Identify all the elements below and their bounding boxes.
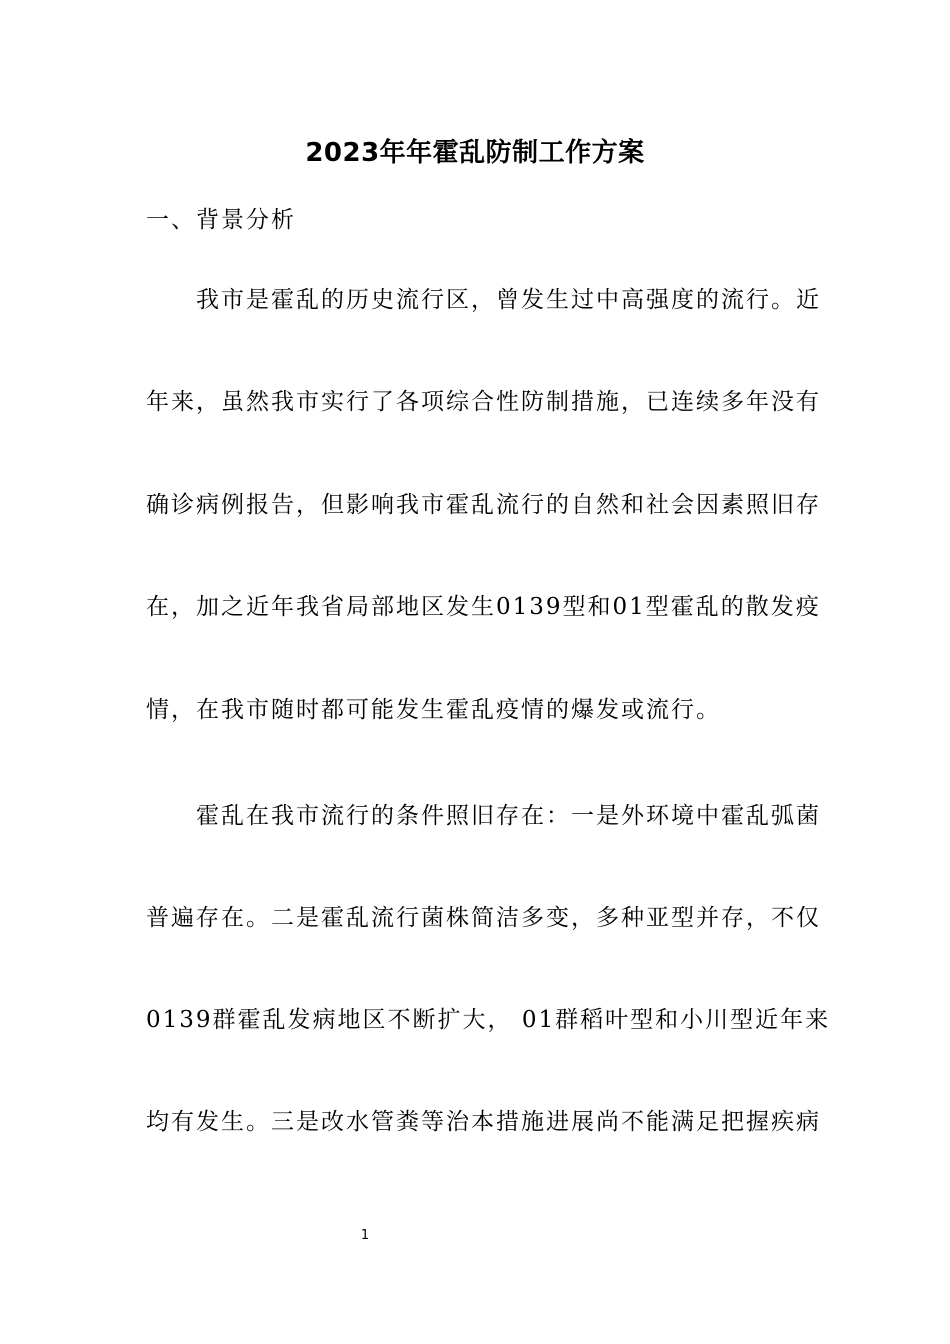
- paragraph-line: 均有发生。三是改水管粪等治本措施进展尚不能满足把握疾病: [146, 1109, 821, 1135]
- paragraph-line: 在，加之近年我省局部地区发生0139型和01型霍乱的散发疫: [146, 594, 821, 620]
- section-heading: 一、背景分析: [146, 207, 296, 233]
- document-title: 2023年年霍乱防制工作方案: [305, 138, 645, 168]
- paragraph-line: 我市是霍乱的历史流行区，曾发生过中高强度的流行。近: [196, 287, 821, 313]
- paragraph-line: 年来，虽然我市实行了各项综合性防制措施，已连续多年没有: [146, 389, 821, 415]
- paragraph-line: 0139群霍乱发病地区不断扩大， 01群稻叶型和小川型近年来: [146, 1007, 831, 1033]
- paragraph-line: 情，在我市随时都可能发生霍乱疫情的爆发或流行。: [146, 697, 721, 723]
- page-number: 1: [360, 1228, 370, 1243]
- paragraph-line: 普遍存在。二是霍乱流行菌株简洁多变，多种亚型并存，不仅: [146, 905, 821, 931]
- paragraph-line: 确诊病例报告，但影响我市霍乱流行的自然和社会因素照旧存: [146, 492, 821, 518]
- paragraph-line: 霍乱在我市流行的条件照旧存在：一是外环境中霍乱弧菌: [196, 803, 821, 829]
